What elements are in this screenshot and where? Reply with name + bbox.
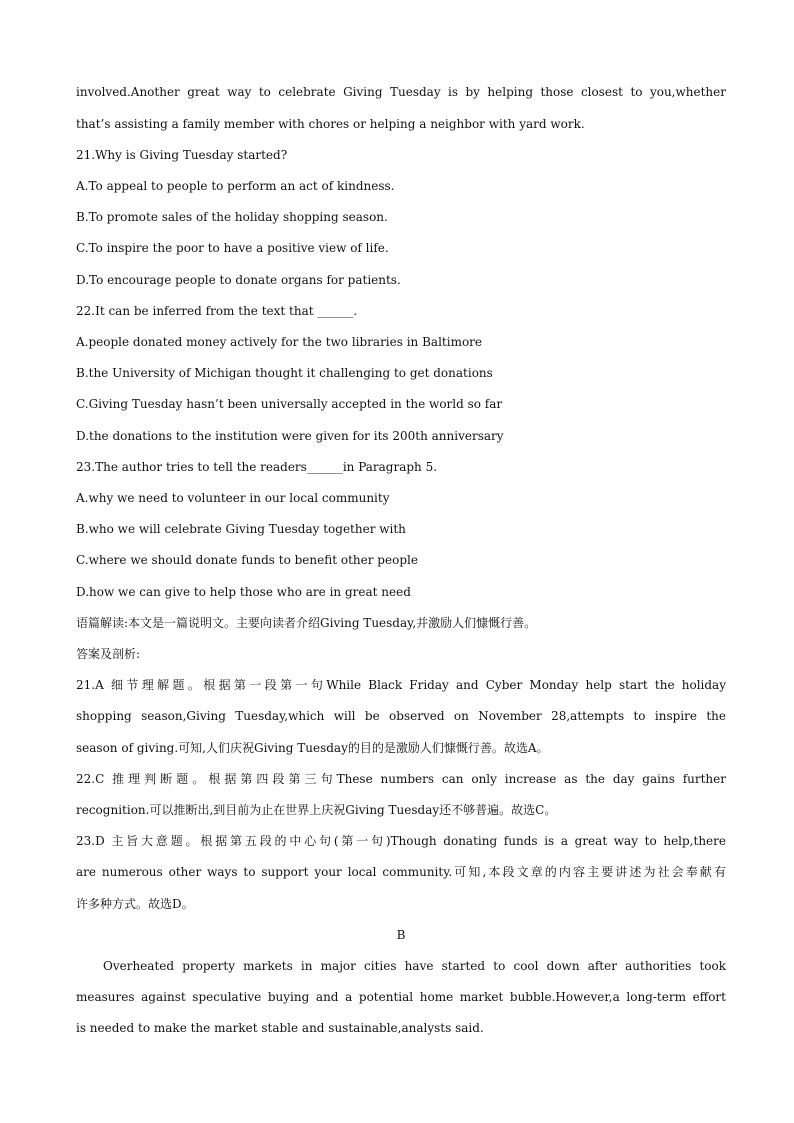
answers-heading: 答案及剖析: xyxy=(76,647,141,661)
question-21-stem: 21.Why is Giving Tuesday started? xyxy=(76,148,288,162)
question-23-option-b: B.who we will celebrate Giving Tuesday together with xyxy=(76,522,406,536)
answer-21-line: season of giving.可知,人们庆祝Giving Tuesday的目的是激励人们慷慨行善。故选A。 xyxy=(76,741,549,755)
question-23-option-d: D.how we can give to help those who are in great need xyxy=(76,585,411,599)
section-b-label: B xyxy=(396,928,406,942)
answer-23-line: are numerous other ways to support your local community.可知,本段文章的内容主要讲述为社会奉献有 xyxy=(76,865,726,879)
passage-line: that’s assisting a family member with chores or helping a neighbor with yard work. xyxy=(76,117,585,131)
answer-23-line: 许多种方式。故选D。 xyxy=(76,897,194,911)
answer-21-line: shopping season,Giving Tuesday,which will be observed on November 28,attempts to inspire the xyxy=(76,709,726,723)
question-22-option-a: A.people donated money actively for the two libraries in Baltimore xyxy=(76,335,483,349)
answer-22-line: 22.C 推理判断题。根据第四段第三句These numbers can only increase as the day gains further xyxy=(76,772,726,786)
section-b-line: Overheated property markets in major cities have started to cool down after authorities took xyxy=(103,959,726,973)
passage-line: involved.Another great way to celebrate Giving Tuesday is by helping those closest to you,whether xyxy=(76,85,726,99)
question-23-stem: 23.The author tries to tell the readers______in Paragraph 5. xyxy=(76,460,438,474)
answer-21-line: 21.A 细节理解题。根据第一段第一句While Black Friday and Cyber Monday help start the holiday xyxy=(76,678,726,692)
question-22-stem: 22.It can be inferred from the text that ______. xyxy=(76,304,358,318)
question-22-option-c: C.Giving Tuesday hasn’t been universally accepted in the world so far xyxy=(76,397,503,411)
question-22-option-d: D.the donations to the institution were given for its 200th anniversary xyxy=(76,429,504,443)
passage-interpretation: 语篇解读:本文是一篇说明文。主要向读者介绍Giving Tuesday,并激励人们慷慨行善。 xyxy=(76,616,537,630)
answer-23-line: 23.D 主旨大意题。根据第五段的中心句(第一句)Though donating funds is a great way to help,there xyxy=(76,834,726,848)
section-b-line: is needed to make the market stable and sustainable,analysts said. xyxy=(76,1021,484,1035)
question-23-option-c: C.where we should donate funds to benefit other people xyxy=(76,553,418,567)
section-b-line: measures against speculative buying and a potential home market bubble.However,a long-term effort xyxy=(76,990,726,1004)
question-23-option-a: A.why we need to volunteer in our local community xyxy=(76,491,390,505)
question-22-option-b: B.the University of Michigan thought it challenging to get donations xyxy=(76,366,493,380)
answer-22-line: recognition.可以推断出,到目前为止在世界上庆祝Giving Tuesday还不够普遍。故选C。 xyxy=(76,803,557,817)
question-21-option-c: C.To inspire the poor to have a positive view of life. xyxy=(76,241,389,255)
question-21-option-d: D.To encourage people to donate organs for patients. xyxy=(76,273,401,287)
question-21-option-a: A.To appeal to people to perform an act of kindness. xyxy=(76,179,395,193)
question-21-option-b: B.To promote sales of the holiday shopping season. xyxy=(76,210,388,224)
